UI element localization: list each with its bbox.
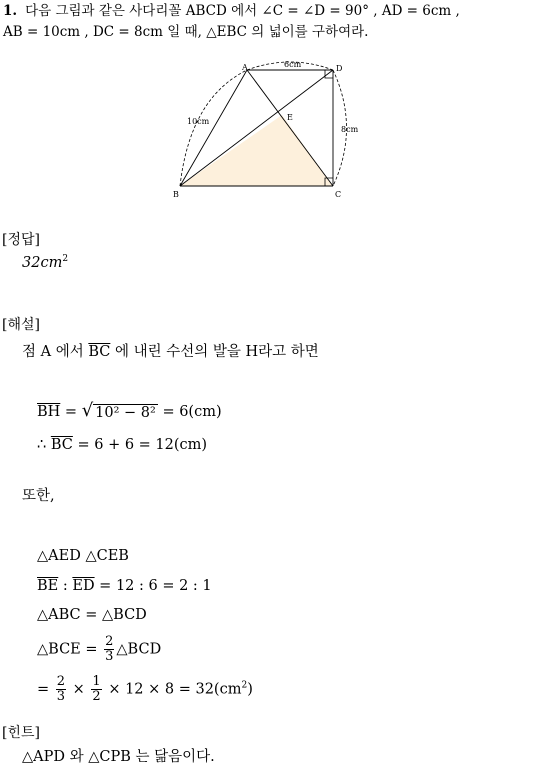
abc-line: △ABC = △BCD <box>37 607 147 623</box>
intro-pre: 점 A 에서 <box>22 344 84 360</box>
final-num-2: 1 <box>92 674 101 689</box>
label-a: A <box>242 63 248 72</box>
bh-equation <box>37 400 222 421</box>
bce-left: △BCE = <box>37 641 98 658</box>
solution-intro <box>22 340 319 361</box>
hint-heading: [힌트] <box>2 725 40 741</box>
answer-exponent: 2 <box>62 254 69 264</box>
similar-line: △AED △CEB <box>37 548 129 564</box>
question-line-1 <box>3 1 460 21</box>
bc-segment: $\overline{BC}$ <box>50 437 73 453</box>
answer-value: 32cm <box>22 254 63 271</box>
question-text-2: AB = 10cm , DC = 8cm 일 때, △EBC 의 넓이를 구하여라. <box>3 24 369 40</box>
trapezoid-figure <box>170 58 370 203</box>
label-e: E <box>287 113 293 122</box>
final-den-1: 3 <box>56 689 66 704</box>
bh-result: = 6(cm) <box>162 404 222 420</box>
question-number: 1. <box>3 3 18 19</box>
sqrt-expression: √ 10² − 8² <box>81 400 156 421</box>
final-times-1: × <box>72 681 85 698</box>
answer-heading: [정답] <box>2 232 40 248</box>
bc-eq: = 6 + 6 = 12(cm) <box>77 437 208 453</box>
solution-heading: [해설] <box>2 317 40 333</box>
bc-equation <box>37 437 207 453</box>
bce-right: △BCD <box>116 641 162 658</box>
sqrt-radicand: 10² − 8² <box>95 405 156 421</box>
final-line <box>37 675 253 704</box>
final-eq: = <box>37 681 50 698</box>
also-text: 또한, <box>22 488 55 504</box>
label-d: D <box>336 64 343 73</box>
ratio-rest: = 12 : 6 = 2 : 1 <box>94 578 212 594</box>
therefore-symbol: ∴ <box>37 437 47 453</box>
hint-text: △APD 와 △CPB 는 닮음이다. <box>22 749 215 765</box>
intro-post: 에 내린 수선의 발을 H라고 하면 <box>114 344 319 360</box>
label-c: C <box>335 190 342 199</box>
final-exponent: 2 <box>241 680 248 691</box>
ratio-line <box>37 578 212 594</box>
intro-segment: $\overline{BC}$ <box>88 344 111 360</box>
final-rest: × 12 × 8 = 32(cm <box>108 681 242 698</box>
final-fraction-1 <box>56 675 66 704</box>
final-close: ) <box>247 681 253 698</box>
length-top: 6cm <box>284 60 302 69</box>
bce-fraction <box>104 635 114 664</box>
final-den-2: 2 <box>92 689 101 704</box>
question-text-1: 다음 그림과 같은 사다리꼴 ABCD 에서 ∠C = ∠D = 90° , AD = 6cm , <box>25 3 460 19</box>
bh-eq: = <box>64 404 82 420</box>
label-b: B <box>173 190 179 199</box>
ratio-segment-be: $\overline{BE}$ <box>37 578 59 594</box>
bh-segment: $\overline{BH}$ <box>37 404 61 420</box>
length-left: 10cm <box>187 117 210 126</box>
bce-line <box>37 635 161 664</box>
ratio-colon: : <box>58 578 73 594</box>
bce-numerator: 2 <box>105 634 114 649</box>
answer-value-line <box>22 254 68 271</box>
final-num-1: 2 <box>56 674 66 689</box>
bce-denominator: 3 <box>105 649 114 664</box>
final-fraction-2 <box>91 675 101 704</box>
question-line-2 <box>3 22 368 42</box>
length-right: 8cm <box>341 125 359 134</box>
ratio-segment-ed: $\overline{ED}$ <box>72 578 95 594</box>
